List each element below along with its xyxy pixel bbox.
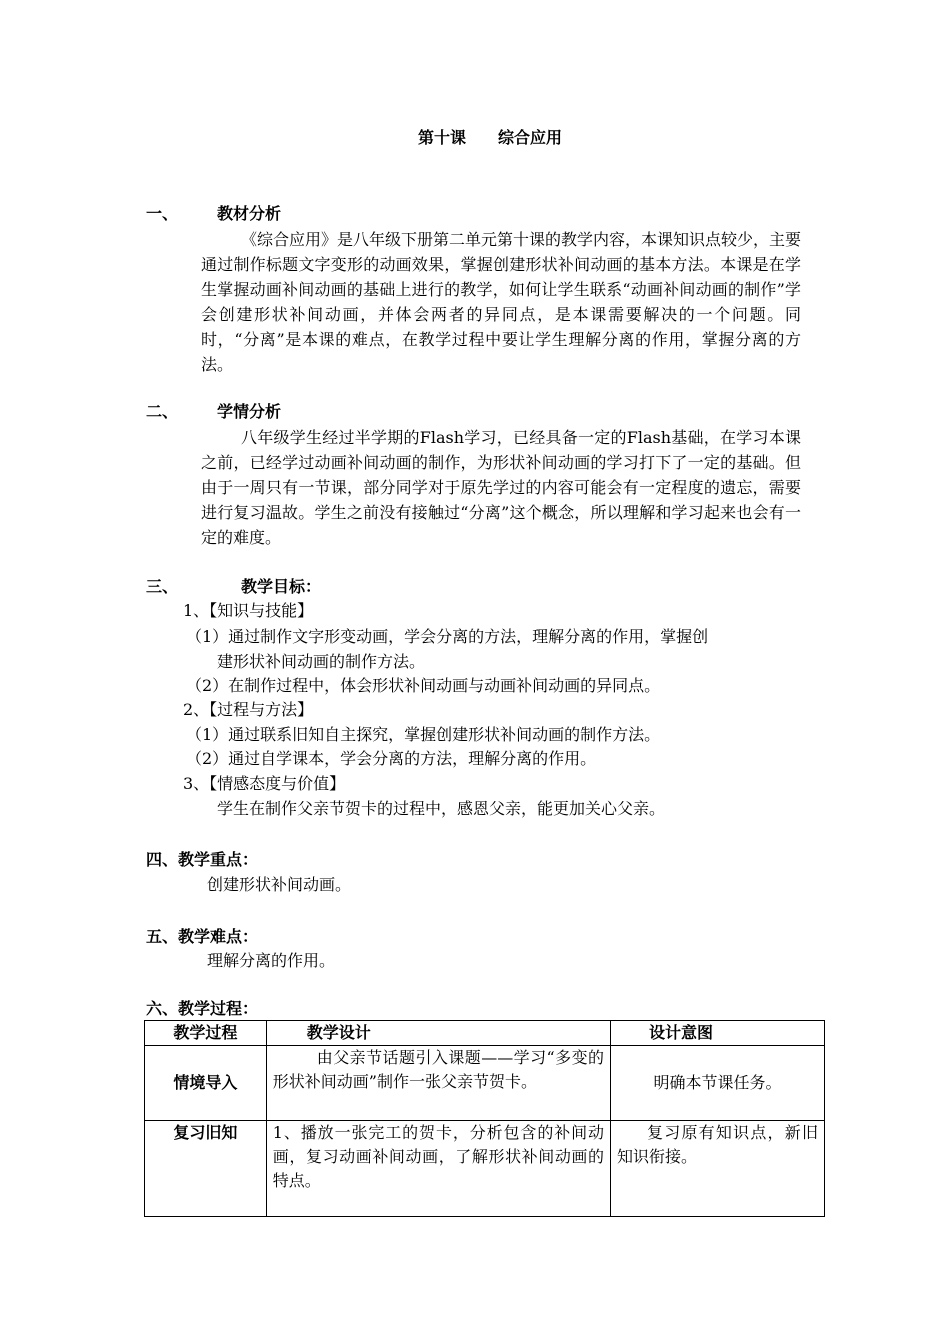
section-6-heading: 六、教学过程：: [146, 999, 259, 1018]
design-cell: 1、播放一张完工的贺卡，分析包含的补间动画，复习动画补间动画，了解形状补间动画的特点。: [266, 1121, 610, 1217]
table-header-cell: 教学过程: [145, 1021, 267, 1046]
section-1-body: 《综合应用》是八年级下册第二单元第十课的教学内容，本课知识点较少，主要通过制作标题文字变形的动画效果，掌握创建形状补间动画的基本方法。本课是在学生掌握动画补间动画的基础上进行的教学，如何让学生联系“动画补间动画的制作”学会创建形状补间动画，并体会两者的异同点，是本课需要解决的一个问题。同时，“分离”是本课的难点，在教学过程中要让学生理解分离的作用，掌握分离的方法。: [201, 230, 802, 374]
goal-1a-cont: 建形状补间动画的制作方法。: [217, 652, 426, 671]
section-5-heading: 五、教学难点：: [146, 927, 259, 946]
section-5-body: 理解分离的作用。: [207, 951, 336, 970]
page-title: 第十课 综合应用: [417, 128, 562, 147]
goal-3-heading: 3、【情感态度与价值】: [183, 774, 346, 793]
table-header-cell: 教学设计: [266, 1021, 610, 1046]
table-row: [145, 1046, 825, 1121]
goal-2-heading: 2、【过程与方法】: [183, 700, 314, 719]
goal-1b: （2）在制作过程中，体会形状补间动画与动画补间动画的异同点。: [186, 676, 661, 695]
section-2-number: 二、: [146, 402, 179, 421]
intent-cell: 明确本节课任务。: [611, 1046, 825, 1121]
section-3-heading: 教学目标：: [241, 577, 322, 596]
section-2-heading: 学情分析: [217, 402, 282, 421]
table-header-cell: 设计意图: [611, 1021, 825, 1046]
goal-2b: （2）通过自学课本，学会分离的方法，理解分离的作用。: [186, 749, 597, 768]
section-1-number: 一、: [146, 204, 179, 223]
stage-cell: 情境导入: [145, 1046, 267, 1121]
goal-2a: （1）通过联系旧知自主探究，掌握创建形状补间动画的制作方法。: [186, 725, 661, 744]
stage-cell: 复习旧知: [145, 1121, 267, 1217]
section-2-body: 八年级学生经过半学期的Flash学习，已经具备一定的Flash基础，在学习本课之前，已经学过动画补间动画的制作，为形状补间动画的学习打下了一定的基础。但由于一周只有一节课，部分同学对于原先学过的内容可能会有一定程度的遗忘，需要进行复习温故。学生之前没有接触过“分离”这个概念，所以理解和学习起来也会有一定的难度。: [201, 428, 801, 547]
table-header-row: [145, 1021, 825, 1046]
table-row: [145, 1121, 825, 1217]
section-4-heading: 四、教学重点：: [146, 850, 259, 869]
intent-cell: 复习原有知识点，新旧知识衔接。: [611, 1121, 825, 1217]
section-1-heading: 教材分析: [217, 204, 282, 223]
section-3-number: 三、: [146, 577, 179, 596]
teaching-process-table: [144, 1020, 825, 1217]
design-cell: 由父亲节话题引入课题——学习“多变的形状补间动画”制作一张父亲节贺卡。: [266, 1046, 610, 1121]
goal-1a: （1）通过制作文字形变动画，学会分离的方法，理解分离的作用，掌握创: [186, 627, 709, 646]
goal-1-heading: 1、【知识与技能】: [183, 601, 314, 620]
section-4-body: 创建形状补间动画。: [207, 875, 352, 894]
goal-3a: 学生在制作父亲节贺卡的过程中，感恩父亲，能更加关心父亲。: [217, 799, 666, 818]
